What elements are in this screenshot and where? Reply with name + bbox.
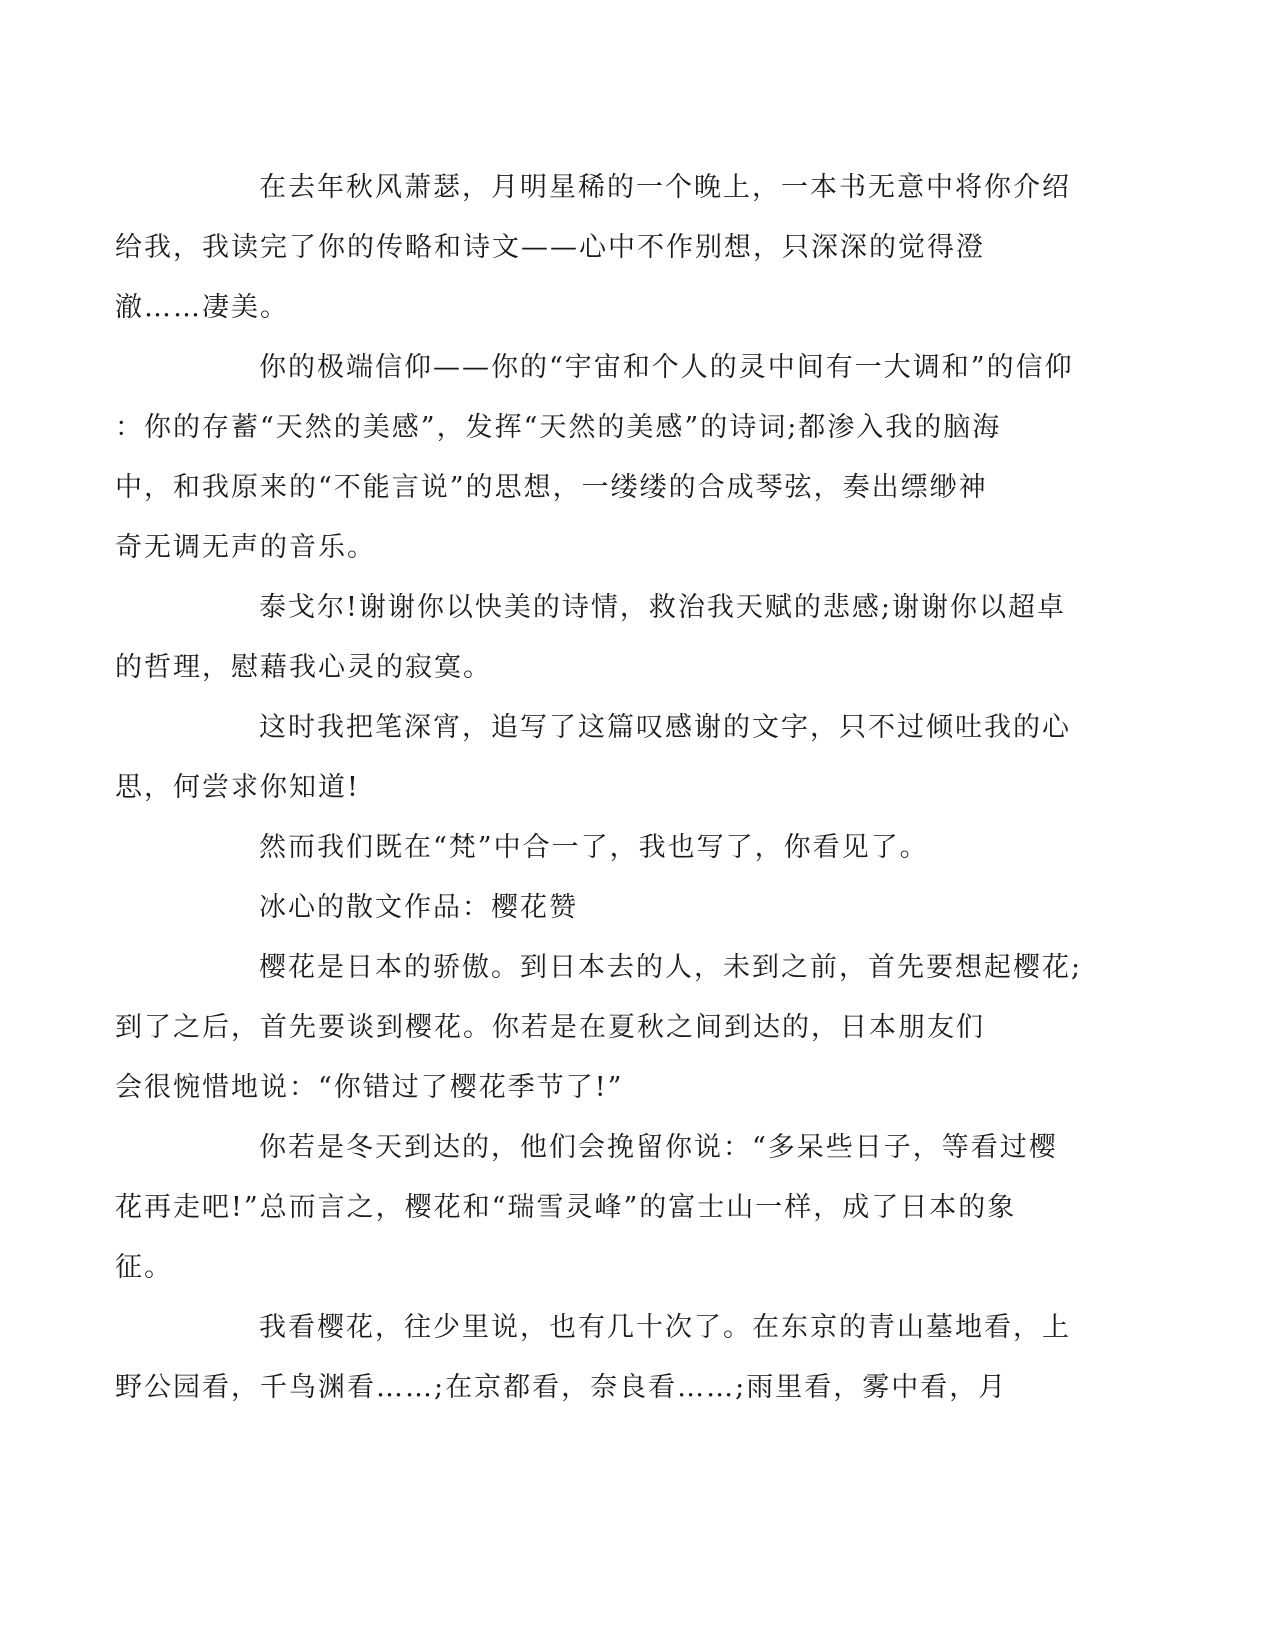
text-line: 澈……凄美。 — [115, 292, 289, 323]
text-line: 樱花是日本的骄傲。到日本去的人，未到之前，首先要想起樱花; — [259, 952, 1083, 983]
text-line: 你的极端信仰——你的“宇宙和个人的灵中间有一大调和”的信仰 — [259, 352, 1074, 383]
text-line: 然而我们既在“梵”中合一了，我也写了，你看见了。 — [259, 832, 929, 863]
paragraph-2 — [115, 338, 1074, 578]
text-line: 给我，我读完了你的传略和诗文——心中不作别想，只深深的觉得澄 — [115, 232, 985, 263]
paragraph-6 — [115, 938, 1083, 1118]
heading-text: 冰心的散文作品：樱花赞 — [259, 892, 578, 923]
text-line: 这时我把笔深宵，追写了这篇叹感谢的文字，只不过倾吐我的心 — [259, 712, 1071, 743]
text-line: 中，和我原来的“不能言说”的思想，一缕缕的合成琴弦，奏出缥缈神 — [115, 472, 988, 503]
text-line: 我看樱花，往少里说，也有几十次了。在东京的青山墓地看，上 — [259, 1312, 1071, 1343]
paragraph-1 — [115, 158, 1071, 338]
text-line: 花再走吧!”总而言之，樱花和“瑞雪灵峰”的富士山一样，成了日本的象 — [115, 1192, 1017, 1223]
paragraph-5 — [187, 818, 1067, 878]
paragraph-4 — [115, 698, 1071, 818]
text-line: 野公园看，千鸟渊看……;在京都看，奈良看……;雨里看，雾中看，月 — [115, 1372, 1008, 1403]
paragraph-7 — [115, 1118, 1067, 1298]
text-line: 的哲理，慰藉我心灵的寂寞。 — [115, 652, 492, 683]
text-line: 到了之后，首先要谈到樱花。你若是在夏秋之间到达的，日本朋友们 — [115, 1012, 985, 1043]
section-heading — [187, 878, 1067, 938]
text-line: 你若是冬天到达的，他们会挽留你说：“多呆些日子，等看过樱 — [259, 1132, 1058, 1163]
text-line: 思，何尝求你知道! — [115, 772, 360, 803]
text-line: 会很惋惜地说：“你错过了樱花季节了!” — [115, 1072, 624, 1103]
paragraph-8 — [115, 1298, 1071, 1418]
text-line: 泰戈尔!谢谢你以快美的诗情，救治我天赋的悲感;谢谢你以超卓 — [259, 592, 1066, 623]
text-line: 奇无调无声的音乐。 — [115, 532, 376, 563]
text-line: ：你的存蓄“天然的美感”，发挥“天然的美感”的诗词;都渗入我的脑海 — [115, 412, 1002, 443]
text-line: 在去年秋风萧瑟，月明星稀的一个晚上，一本书无意中将你介绍 — [259, 172, 1071, 203]
document-body — [115, 158, 1083, 1418]
paragraph-3 — [115, 578, 1067, 698]
text-line: 征。 — [115, 1252, 173, 1283]
